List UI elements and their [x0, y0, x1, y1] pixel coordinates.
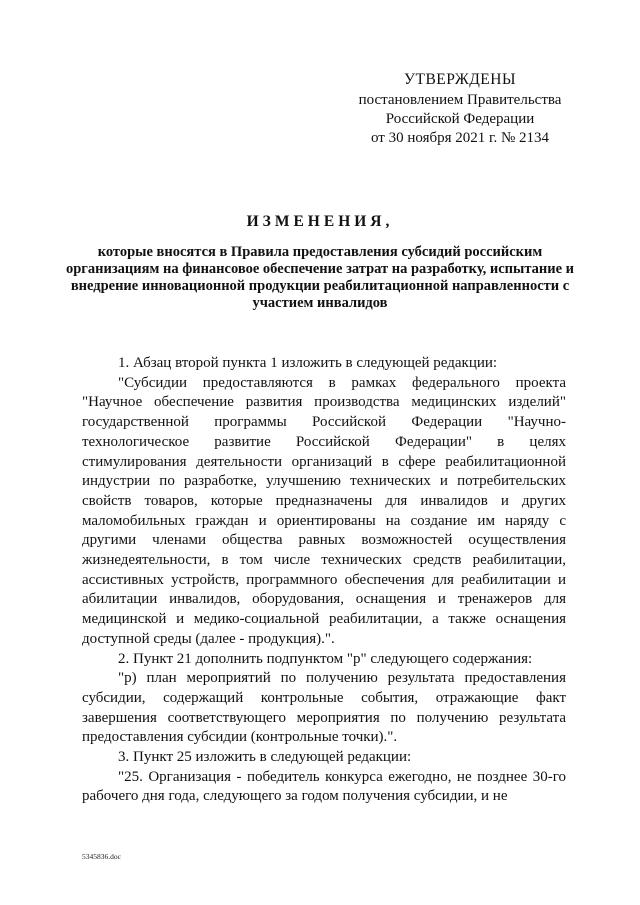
heading-subtitle: которые вносятся в Правила предоставления субсидий российским организациям на финансовое обеспечение затрат на разработку, испытание и внедрение инновационной продукции реабилитационной направленности с участием инвалидов	[65, 244, 575, 311]
paragraph-item-1: 1. Абзац второй пункта 1 изложить в следующей редакции:	[118, 355, 498, 371]
paragraph-subitem-r: "р) план мероприятий по получению результата предоставления субсидии, содержащий контрольные события, отражающие факт завершения соответствующего мероприятия по получению результата предоставления субсидии (контрольные точки).".	[82, 670, 566, 746]
approval-title: УТВЕРЖДЕНЫ	[404, 71, 516, 88]
approval-line-resolution: постановлением Правительства	[358, 92, 562, 108]
paragraph-subsidies-text: "Субсидии предоставляются в рамках федерального проекта "Научное обеспечение развития производства медицинских изделий" государственной программы Российской Федерации "Научно-технологическое развитие Российской Федерации" в целях стимулирования деятельности организаций в сфере реабилитационной индустрии по разработке, улучшению технических и потребительских свойств товаров, которые предназначены для инвалидов и других маломобильных граждан и ориентированы на создание им наряду с другими членами общества равных возможностей осуществления жизнедеятельности, в том числе технических средств реабилитации, ассистивных устройств, программного обеспечения для реабилитации и абилитации инвалидов, оборудования, оснащения и тренажеров для медицинской и медико-социальной реабилитации, а также оснащения доступной среды (далее - продукция).".	[82, 374, 566, 647]
heading-title: ИЗМЕНЕНИЯ,	[246, 213, 394, 230]
footer-filename: 5345836.doc	[82, 852, 121, 861]
paragraph-item-25: "25. Организация - победитель конкурса ежегодно, не позднее 30-го рабочего дня года, следующего за годом получения субсидии, и не	[82, 768, 566, 805]
approval-block	[340, 70, 580, 148]
paragraph-item-2: 2. Пункт 21 дополнить подпунктом "р" следующего содержания:	[118, 650, 533, 667]
document-heading	[60, 213, 580, 312]
approval-line-date-number: от 30 ноября 2021 г. № 2134	[370, 130, 550, 146]
paragraph-item-3: 3. Пункт 25 изложить в следующей редакции:	[118, 749, 412, 766]
document-body	[82, 354, 566, 807]
approval-line-federation: Российской Федерации	[385, 111, 535, 127]
